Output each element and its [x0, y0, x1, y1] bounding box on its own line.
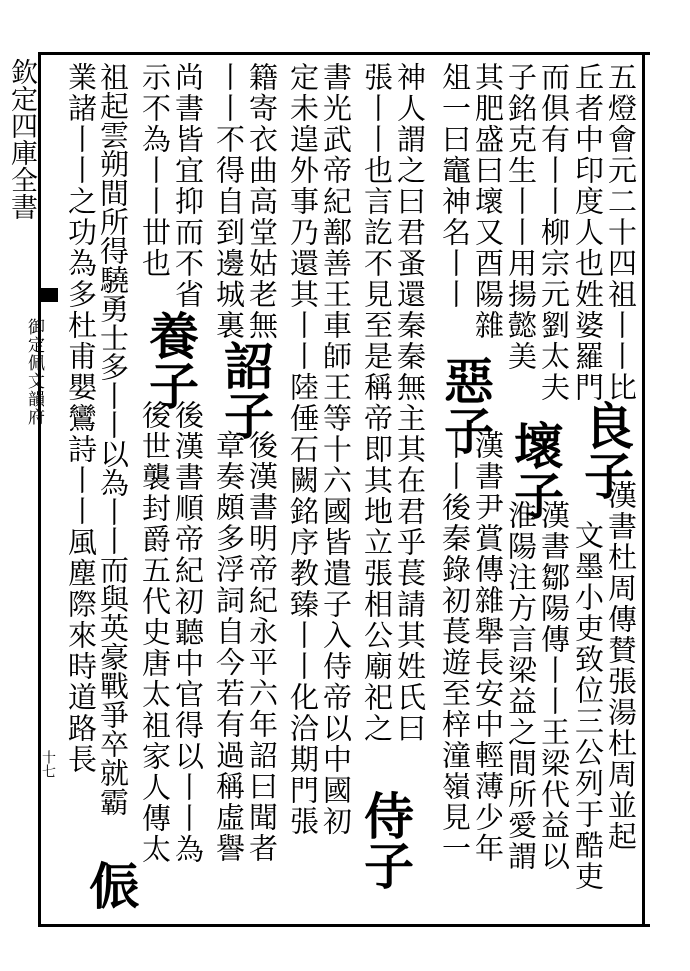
- text-column-14: 張丨丨也言訖不見至是稱帝即其地立張相公廟祀之: [360, 62, 394, 744]
- text-column-7: 其肥盛曰壞又酉陽雜: [471, 62, 505, 341]
- text-column-12: 丨丨後秦錄初萇遊至梓潼嶺見一: [438, 430, 472, 864]
- text-column-24: 後世襲封爵五代史唐太祖家人傳太: [138, 400, 172, 865]
- text-column-6: 子銘克生丨丨用揚懿美: [504, 62, 538, 372]
- headword-5: 詔子: [216, 340, 275, 440]
- text-column-16: 定未遑外事乃還其丨丨陸倕石闕銘序教臻丨丨化洽期門張: [286, 62, 320, 837]
- text-column-18: 丨丨不得自到邊城裏: [212, 62, 246, 341]
- text-column-4: 丘者中印度人也姓婆羅門: [571, 62, 605, 403]
- text-column-5: 而俱有丨丨柳宗元劉太夫: [537, 62, 571, 403]
- margin-title: 欽定四庫全書: [6, 58, 37, 220]
- text-column-22: 示不為丨丨丗也: [138, 62, 172, 279]
- text-column-21: 尚書皆宜抑而不省: [171, 62, 205, 310]
- headword-2: 壞子: [506, 420, 565, 520]
- text-column-13: 神人謂之曰君蚤還秦秦無主其在君乎萇請其姓氏曰: [393, 62, 427, 744]
- headword-3: 惡子: [436, 355, 495, 455]
- text-column-3: 五燈會元二十四祖丨丨比: [604, 62, 638, 403]
- bottom-border: [38, 924, 650, 927]
- folio-number: 十七: [40, 750, 56, 778]
- headword-7: 侲: [81, 860, 140, 910]
- text-column-20: 章奏頗多浮詞自今若有過稱虛譽: [212, 430, 246, 864]
- headword-4: 侍子: [356, 790, 415, 890]
- margin-book-title: 御定佩文韻府: [24, 318, 44, 426]
- text-column-8: 俎一曰竈神名丨丨: [438, 62, 472, 310]
- text-column-17: 籍寄衣曲高堂姑老無: [245, 62, 279, 341]
- text-column-11: 漢書尹賞傳雜舉長安中輕薄少年: [471, 430, 505, 864]
- right-border: [642, 52, 645, 927]
- headword-6: 養子: [141, 310, 200, 410]
- text-column-25: 祖起雲朔間所得驍勇士多丨丨以為丨丨而與英豪戰爭卒就霸: [96, 62, 130, 816]
- top-border: [38, 52, 650, 55]
- margin-divider: [38, 288, 58, 302]
- text-column-23: 後漢書順帝紀初聽中官得以丨丨為: [171, 400, 205, 865]
- text-column-15: 書光武帝紀鄯善王車師王等十六國皆遣子入侍帝以中國初: [319, 62, 353, 837]
- text-column-26: 業諸丨丨之功為多杜甫嬰鸞詩丨丨風塵際來時道路長: [64, 62, 98, 775]
- text-column-19: 後漢書明帝紀永平六年詔曰聞者: [245, 430, 279, 864]
- text-column-10: 淮陽注方言梁益之間所愛謂: [504, 500, 538, 872]
- text-column-2: 文墨小吏致位三公列于酷吏: [571, 520, 605, 892]
- headword-1: 良子: [576, 400, 635, 500]
- text-column-9: 漢書鄒陽傳丨丨王梁代益以: [537, 500, 571, 872]
- text-column-1: 漢書杜周傳賛張湯杜周並起: [604, 480, 638, 852]
